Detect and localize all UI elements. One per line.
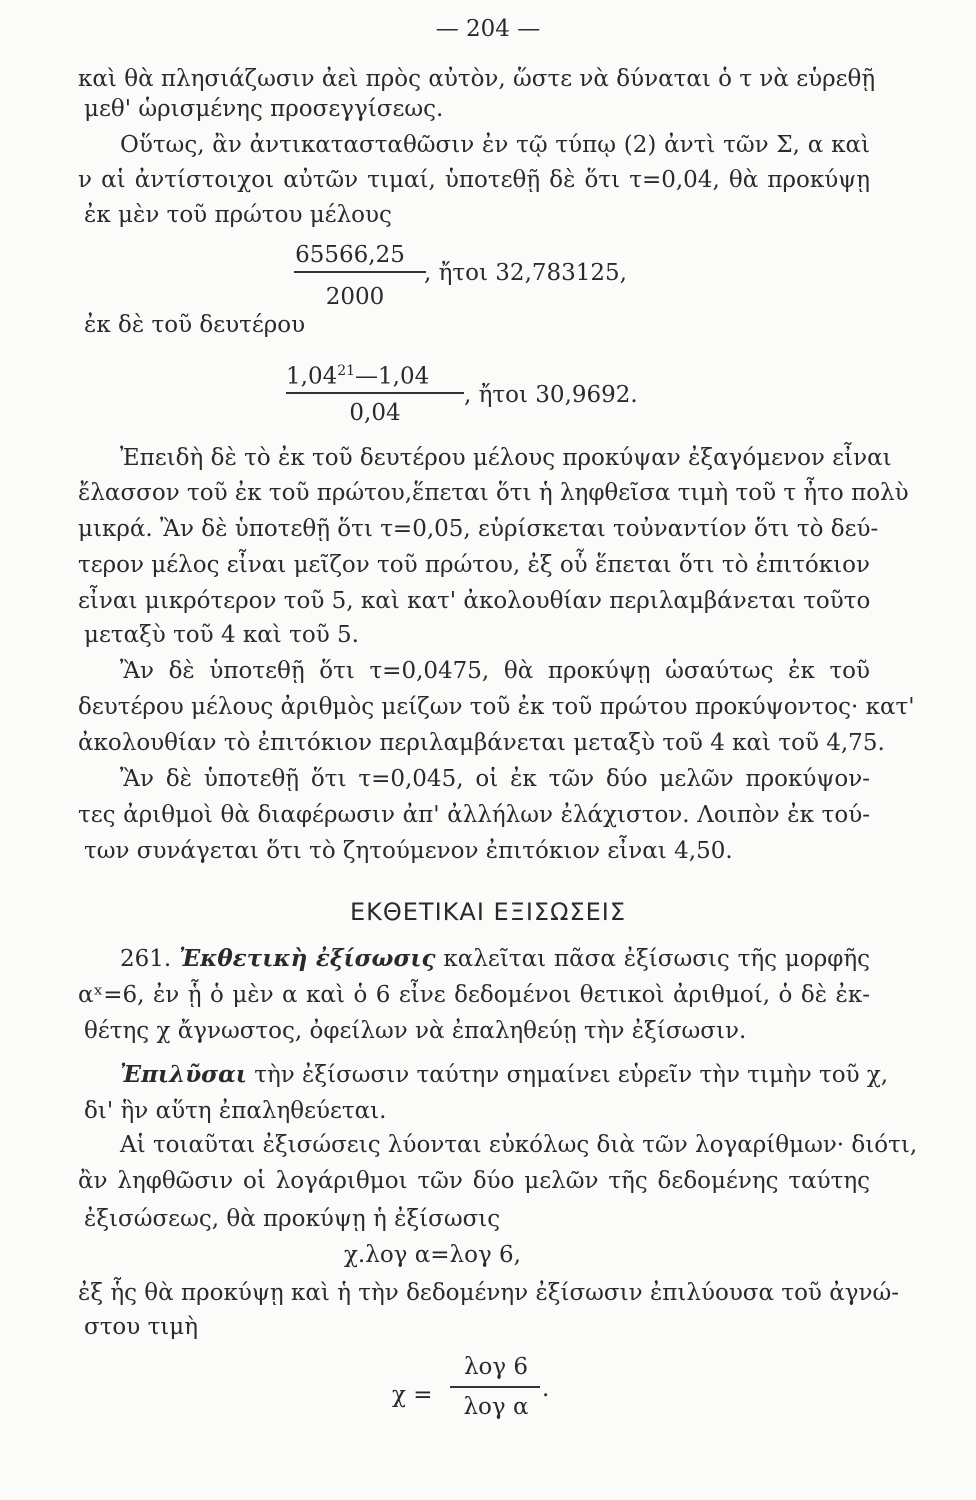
equation-2-bar xyxy=(450,1386,540,1388)
fraction-2-bar xyxy=(286,392,464,394)
fraction-1-result: , ἤτοι 32,783125, xyxy=(424,260,627,286)
text-line: ἂν ληφθῶσιν οἱ λογάριθμοι τῶν δύο μελῶν τῆς δεδομένης ταύτης xyxy=(78,1168,870,1194)
text-line: μεταξὺ τοῦ 4 καὶ τοῦ 5. xyxy=(84,622,359,648)
text-line: μικρά. Ἂν δὲ ὑποτεθῇ ὅτι τ=0,05, εὑρίσκεται τοὐναντίον ὅτι τὸ δεύ- xyxy=(78,516,879,542)
text-line: Αἱ τοιαῦται ἐξισώσεις λύονται εὐκόλως διὰ τῶν λογαρίθμων· διότι, xyxy=(120,1132,918,1158)
text-line: Ἂν δὲ ὑποτεθῇ ὅτι τ=0,045, οἱ ἐκ τῶν δύο μελῶν προκύψον- xyxy=(120,766,870,792)
text-line: ν αἱ ἀντίστοιχοι αὐτῶν τιμαί, ὑποτεθῇ δὲ ὅτι τ=0,04, θὰ προκύψῃ xyxy=(78,167,870,193)
fraction-2-numerator: 1,04$^{21}$—1,04 xyxy=(286,363,430,390)
equation-2-numerator: λογ 6 xyxy=(463,1354,529,1380)
text-line: Ἐπειδὴ δὲ τὸ ἐκ τοῦ δευτέρου μέλους προκύψαν ἐξαγόμενον εἶναι xyxy=(120,445,892,471)
term-exponential-equation: Ἐκθετικὴ ἐξίσωσις xyxy=(179,945,436,972)
fraction-2-result: , ἤτοι 30,9692. xyxy=(464,382,638,408)
text-line: ἐξ ἧς θὰ προκύψῃ καὶ ἡ τὴν δεδομένην ἐξίσωσιν ἐπιλύουσα τοῦ ἀγνώ- xyxy=(78,1280,900,1306)
text-line: των συνάγεται ὅτι τὸ ζητούμενον ἐπιτόκιον εἶναι 4,50. xyxy=(84,838,733,864)
text-line: Οὕτως, ἂν ἀντικατασταθῶσιν ἐν τῷ τύπῳ (2) ἀντὶ τῶν Σ, α καὶ xyxy=(120,132,870,158)
page-number: — 204 — xyxy=(435,16,541,42)
solve-line: Ἐπιλῦσαι τὴν ἐξίσωσιν ταύτην σημαίνει εὑρεῖν τὴν τιμὴν τοῦ χ, xyxy=(120,1061,889,1088)
text-line: Ἂν δὲ ὑποτεθῇ ὅτι τ=0,0475, θὰ προκύψῃ ὡσαύτως ἐκ τοῦ xyxy=(120,658,870,684)
text-line: ἐξισώσεως, θὰ προκύψῃ ἡ ἐξίσωσις xyxy=(84,1206,501,1232)
term-solve: Ἐπιλῦσαι xyxy=(120,1061,247,1088)
text-line: δι' ἣν αὕτη ἐπαληθεύεται. xyxy=(84,1098,387,1124)
fraction-1-denominator: 2000 xyxy=(325,284,385,310)
fraction-2-exponent: 21 xyxy=(337,363,356,379)
text-line: ἀκολουθίαν τὸ ἐπιτόκιον περιλαμβάνεται μεταξὺ τοῦ 4 καὶ τοῦ 4,75. xyxy=(78,730,885,756)
text-line: τες ἀριθμοὶ θὰ διαφέρωσιν ἀπ' ἀλλήλων ἐλάχιστον. Λοιπὸν ἐκ τού- xyxy=(78,802,870,828)
text-line: καὶ θὰ πλησιάζωσιν ἀεὶ πρὸς αὐτὸν, ὥστε νὰ δύναται ὁ τ νὰ εὑρεθῇ xyxy=(78,66,876,92)
text-line: τερον μέλος εἶναι μεῖζον τοῦ πρώτου, ἐξ οὗ ἕπεται ὅτι τὸ ἐπιτόκιον xyxy=(78,552,870,578)
text-line: αˣ=6, ἐν ᾗ ὁ μὲν α καὶ ὁ 6 εἶνε δεδομένοι θετικοὶ ἀριθμοί, ὁ δὲ ἐκ- xyxy=(78,982,870,1008)
equation-2-denominator: λογ α xyxy=(463,1394,529,1420)
text-line: ἐκ δὲ τοῦ δευτέρου xyxy=(84,312,306,338)
equation-2-end: . xyxy=(542,1376,550,1402)
text-line: ἐκ μὲν τοῦ πρώτου μέλους xyxy=(84,202,392,228)
text-line: στου τιμὴ xyxy=(84,1314,199,1340)
text-line: μεθ' ὡρισμένης προσεγγίσεως. xyxy=(84,96,444,122)
equation-1: χ.λογ α=λογ 6, xyxy=(344,1242,521,1268)
text-line: θέτης χ ἄγνωστος, ὀφείλων νὰ ἐπαληθεύῃ τὴν ἐξίσωσιν. xyxy=(84,1018,747,1044)
section-heading: ΕΚΘΕΤΙΚΑΙ ΕΞΙΣΩΣΕΙΣ xyxy=(349,898,627,926)
text-line: ἔλασσον τοῦ ἐκ τοῦ πρώτου,ἕπεται ὅτι ἡ ληφθεῖσα τιμὴ τοῦ τ ἦτο πολὺ xyxy=(78,480,909,506)
text-line: εἶναι μικρότερον τοῦ 5, καὶ κατ' ἀκολουθίαν περιλαμβάνεται τοῦτο xyxy=(78,588,871,614)
fraction-1-bar xyxy=(294,271,426,273)
equation-2-lhs: χ = xyxy=(392,1382,433,1408)
section-261-line: 261. Ἐκθετικὴ ἐξίσωσις καλεῖται πᾶσα ἐξίσωσις τῆς μορφῆς xyxy=(120,945,870,972)
text-line: δευτέρου μέλους ἀριθμὸς μείζων τοῦ ἐκ τοῦ πρώτου προκύψοντος· κατ' xyxy=(78,694,915,720)
fraction-2-denominator: 0,04 xyxy=(349,400,401,426)
fraction-1-numerator: 65566,25 xyxy=(295,242,405,268)
